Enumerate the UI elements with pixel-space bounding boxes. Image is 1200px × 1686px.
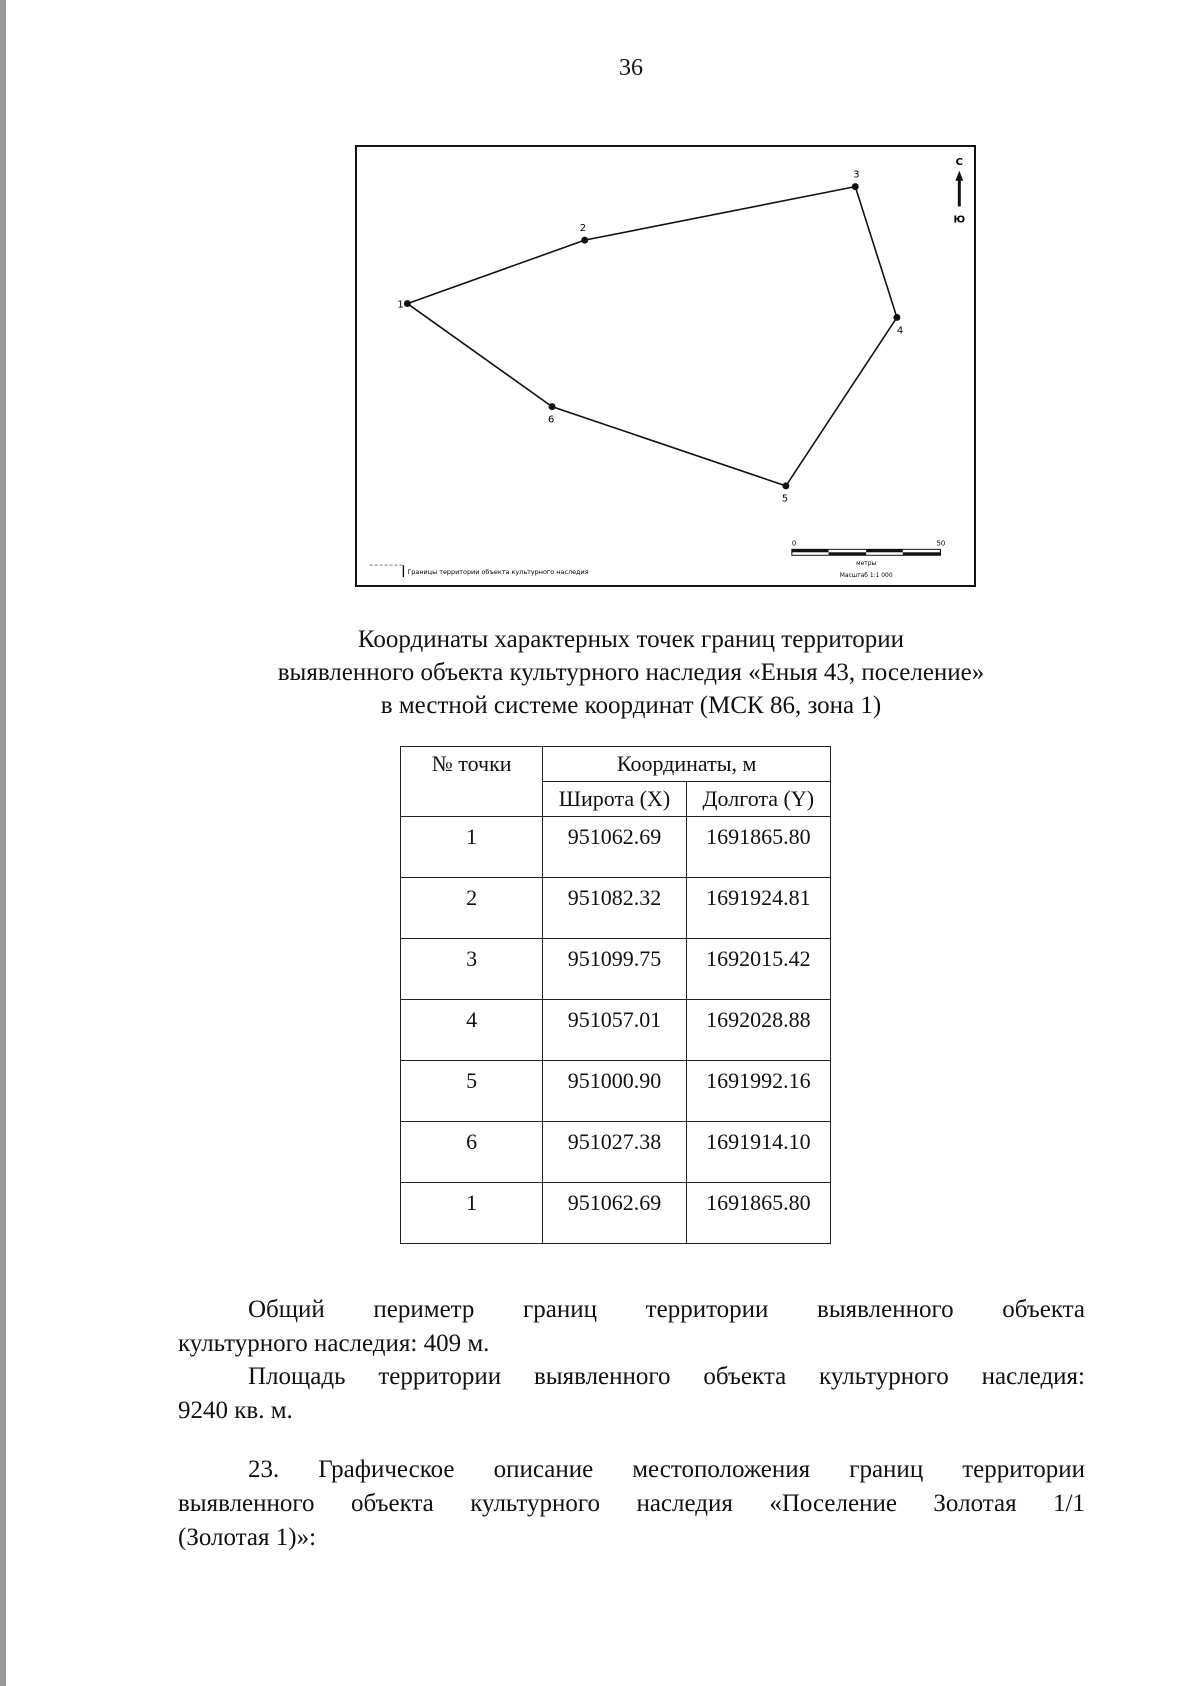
table-caption: [0, 623, 1200, 722]
perimeter-line-1: Общий периметр границ территории выявленного объекта: [248, 1296, 1085, 1323]
caption-line-1: Координаты характерных точек границ территории: [357, 626, 905, 653]
header-longitude: Долгота (Y): [686, 782, 830, 817]
map-legend: [370, 565, 589, 577]
svg-text:Ю: Ю: [953, 214, 966, 226]
boundary-map: [355, 145, 976, 587]
boundary-point-4: [893, 314, 903, 336]
area-paragraph: [178, 1360, 1085, 1428]
cell-point-number: 1: [401, 817, 543, 878]
cell-point-number: 5: [401, 1061, 543, 1122]
section-23-line-3: (Золотая 1)»:: [178, 1524, 317, 1551]
cell-longitude: 1692028.88: [686, 1000, 830, 1061]
svg-text:6: 6: [548, 414, 555, 426]
cell-longitude: 1691924.81: [686, 878, 830, 939]
cell-latitude: 951082.32: [543, 878, 686, 939]
boundary-point-6: [548, 403, 555, 425]
svg-text:50: 50: [936, 539, 946, 548]
scan-binding-edge: [0, 0, 6, 1686]
cell-longitude: 1691865.80: [686, 1183, 830, 1244]
cell-longitude: 1692015.42: [686, 939, 830, 1000]
cell-latitude: 951099.75: [543, 939, 686, 1000]
coordinates-table: [400, 746, 831, 1244]
table-row: [401, 1000, 831, 1061]
svg-text:3: 3: [853, 169, 860, 181]
page-number: 36: [619, 55, 643, 81]
svg-text:Границы территории объекта кул: Границы территории объекта культурного наследия: [407, 568, 589, 577]
cell-point-number: 1: [401, 1183, 543, 1244]
svg-text:5: 5: [781, 493, 789, 505]
area-line-2: 9240 кв. м.: [178, 1397, 293, 1424]
section-23-paragraph: [178, 1453, 1085, 1555]
table-row: [401, 1061, 831, 1122]
table-row: [401, 1122, 831, 1183]
cell-longitude: 1691914.10: [686, 1122, 830, 1183]
cell-longitude: 1691992.16: [686, 1061, 830, 1122]
north-arrow-icon: [954, 157, 966, 225]
cell-latitude: 951027.38: [543, 1122, 686, 1183]
boundary-point-2: [580, 223, 588, 243]
cell-point-number: 2: [401, 878, 543, 939]
caption-line-2: выявленного объекта культурного наследия «Еныя 43, поселение»: [277, 659, 985, 686]
svg-text:2: 2: [579, 223, 587, 235]
cell-latitude: 951057.01: [543, 1000, 686, 1061]
cell-point-number: 3: [401, 939, 543, 1000]
table-row: [401, 939, 831, 1000]
scale-bar: [792, 539, 945, 579]
svg-text:метры: метры: [856, 560, 877, 568]
cell-longitude: 1691865.80: [686, 817, 830, 878]
caption-line-3: в местной системе координат (МСК 86, зона 1): [380, 692, 882, 719]
cell-point-number: 4: [401, 1000, 543, 1061]
svg-text:Масштаб 1:1 000: Масштаб 1:1 000: [839, 572, 893, 580]
table-row: [401, 1183, 831, 1244]
header-latitude: Широта (X): [543, 782, 686, 817]
table-row: [401, 817, 831, 878]
svg-text:С: С: [955, 156, 963, 168]
boundary-polygon: [407, 187, 897, 486]
header-coordinates: Координаты, м: [543, 747, 831, 782]
boundary-point-1: [397, 300, 410, 311]
svg-text:4: 4: [896, 325, 904, 337]
cell-point-number: 6: [401, 1122, 543, 1183]
svg-text:0: 0: [791, 539, 797, 548]
svg-text:1: 1: [397, 299, 404, 311]
area-line-1: Площадь территории выявленного объекта культурного наследия:: [248, 1363, 1085, 1390]
table-row: [401, 878, 831, 939]
boundary-point-5: [782, 482, 789, 504]
cell-latitude: 951062.69: [543, 1183, 686, 1244]
perimeter-line-2: культурного наследия: 409 м.: [178, 1330, 490, 1357]
cell-latitude: 951000.90: [543, 1061, 686, 1122]
section-23-line-2: выявленного объекта культурного наследия «Поселение Золотая 1/1: [178, 1490, 1085, 1517]
section-23-line-1: 23. Графическое описание местоположения границ территории: [248, 1456, 1085, 1483]
cell-latitude: 951062.69: [543, 817, 686, 878]
header-point-number: № точки: [401, 747, 543, 817]
perimeter-paragraph: [178, 1293, 1085, 1361]
boundary-point-3: [852, 170, 860, 190]
